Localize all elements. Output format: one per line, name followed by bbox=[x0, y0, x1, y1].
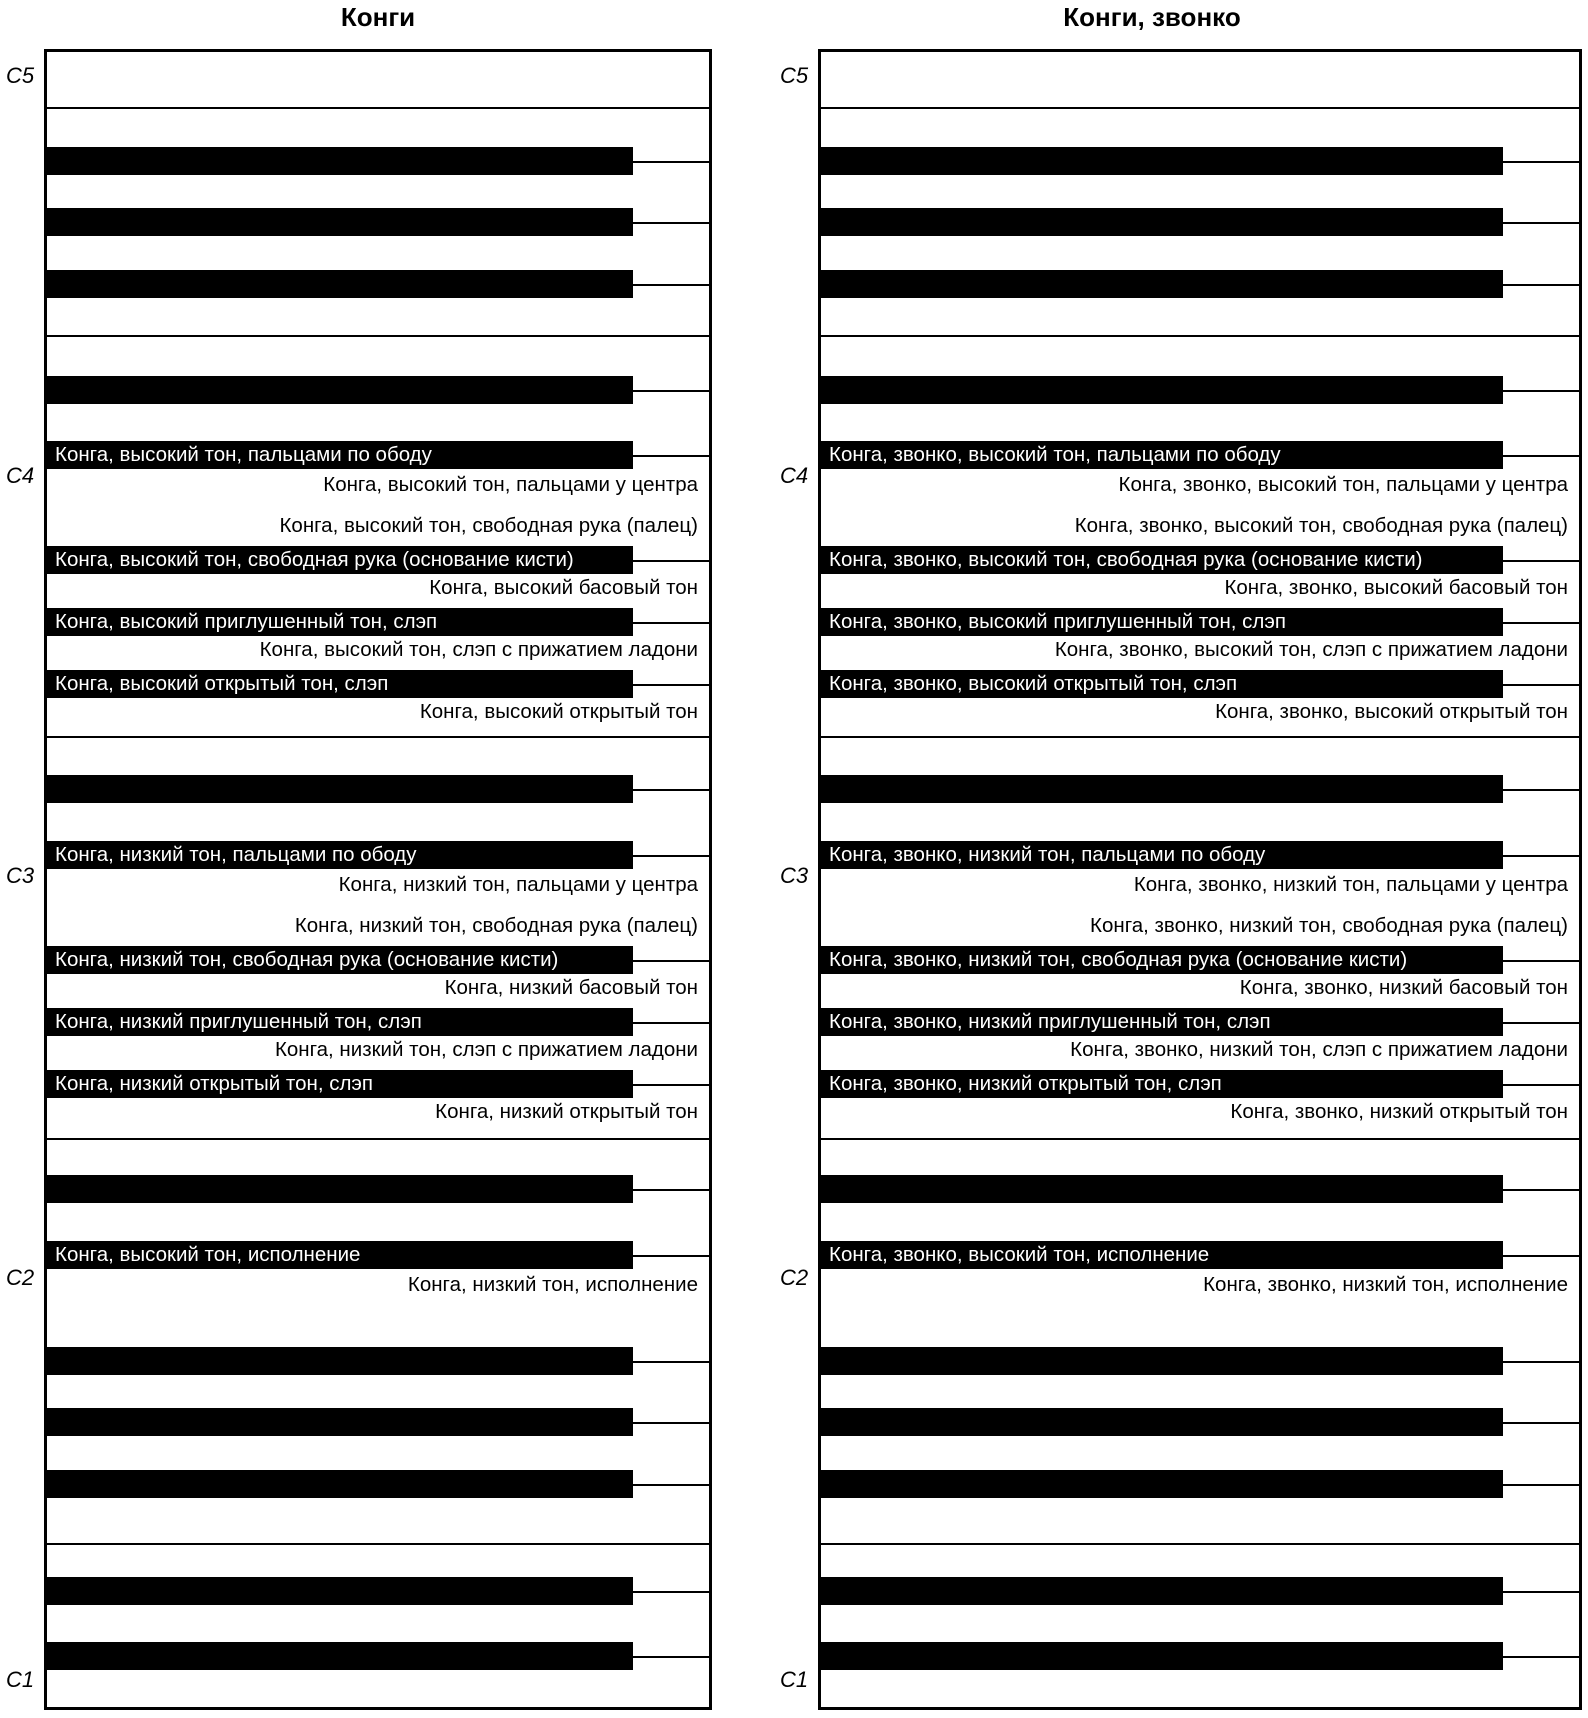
octave-divider bbox=[47, 335, 709, 337]
black-key[interactable] bbox=[821, 608, 1503, 636]
black-key[interactable] bbox=[821, 1577, 1503, 1605]
white-key-divider bbox=[1503, 222, 1579, 224]
black-key-label: Конга, звонко, высокий тон, свободная рука (основание кисти) bbox=[829, 548, 1423, 571]
white-key-divider bbox=[1503, 1422, 1579, 1424]
octave-divider bbox=[821, 1543, 1579, 1545]
black-key[interactable] bbox=[47, 1470, 633, 1498]
octave-label-c4: C4 bbox=[6, 463, 35, 488]
black-key[interactable] bbox=[821, 1347, 1503, 1375]
white-key-divider bbox=[633, 455, 709, 457]
black-key-label: Конга, высокий открытый тон, слэп bbox=[55, 672, 389, 695]
octave-divider bbox=[821, 1138, 1579, 1140]
white-key-divider bbox=[1503, 284, 1579, 286]
black-key-label: Конга, звонко, низкий тон, свободная рука (основание кисти) bbox=[829, 948, 1408, 971]
black-key[interactable] bbox=[47, 841, 633, 869]
white-key-label: Конга, звонко, низкий тон, слэп с прижатием ладони bbox=[1070, 1038, 1568, 1061]
black-key[interactable] bbox=[821, 1070, 1503, 1098]
white-key-divider bbox=[1503, 1361, 1579, 1363]
white-key-divider bbox=[633, 1484, 709, 1486]
white-key-divider bbox=[633, 684, 709, 686]
white-key-divider bbox=[633, 622, 709, 624]
white-key-divider bbox=[633, 789, 709, 791]
white-key-divider bbox=[1503, 855, 1579, 857]
octave-divider bbox=[47, 1543, 709, 1545]
white-key-divider bbox=[633, 161, 709, 163]
white-key-label: Конга, звонко, низкий тон, пальцами у центра bbox=[1133, 873, 1568, 896]
white-key-label: Конга, звонко, высокий тон, слэп с прижатием ладони bbox=[1054, 638, 1568, 661]
white-key-divider bbox=[1503, 1022, 1579, 1024]
black-key[interactable] bbox=[821, 1241, 1503, 1269]
panel-title: Конги, звонко bbox=[1063, 2, 1241, 32]
black-key[interactable] bbox=[821, 147, 1503, 175]
black-key[interactable] bbox=[47, 1008, 633, 1036]
white-key-divider bbox=[1503, 1084, 1579, 1086]
white-key-label: Конга, звонко, низкий басовый тон bbox=[1239, 976, 1568, 999]
black-key[interactable] bbox=[47, 270, 633, 298]
white-key-divider bbox=[1503, 622, 1579, 624]
octave-label-c5: C5 bbox=[780, 63, 809, 88]
black-key-label: Конга, низкий приглушенный тон, слэп bbox=[55, 1010, 422, 1033]
white-key-divider bbox=[633, 1022, 709, 1024]
black-key[interactable] bbox=[821, 946, 1503, 974]
black-key[interactable] bbox=[821, 841, 1503, 869]
white-key-divider bbox=[1503, 390, 1579, 392]
white-key-label: Конга, низкий тон, свободная рука (палец) bbox=[294, 914, 698, 937]
octave-label-c2: C2 bbox=[6, 1265, 35, 1290]
white-key-divider bbox=[633, 1656, 709, 1658]
white-key-label: Конга, звонко, высокий тон, пальцами у центра bbox=[1118, 473, 1568, 496]
white-key-divider bbox=[1503, 960, 1579, 962]
white-key-label: Конга, низкий открытый тон bbox=[435, 1100, 698, 1123]
octave-divider bbox=[821, 736, 1579, 738]
black-key[interactable] bbox=[821, 670, 1503, 698]
white-key-divider bbox=[1503, 1484, 1579, 1486]
black-key-label: Конга, высокий тон, свободная рука (основание кисти) bbox=[55, 548, 574, 571]
octave-label-c1: C1 bbox=[780, 1667, 809, 1692]
white-key-divider bbox=[1503, 560, 1579, 562]
black-key[interactable] bbox=[821, 208, 1503, 236]
black-key[interactable] bbox=[47, 1408, 633, 1436]
white-key-label: Конга, высокий тон, слэп с прижатием ладони bbox=[259, 638, 698, 661]
octave-divider bbox=[47, 1138, 709, 1140]
black-key-label: Конга, звонко, высокий открытый тон, слэп bbox=[829, 672, 1238, 695]
white-key-label: Конга, высокий открытый тон bbox=[419, 700, 698, 723]
black-key[interactable] bbox=[821, 1408, 1503, 1436]
white-key-divider bbox=[1503, 1189, 1579, 1191]
octave-divider bbox=[47, 736, 709, 738]
keyboard bbox=[44, 49, 712, 1710]
black-key[interactable] bbox=[47, 546, 633, 574]
black-key-label: Конга, звонко, высокий приглушенный тон, слэп bbox=[829, 610, 1286, 633]
octave-divider bbox=[821, 107, 1579, 109]
black-key[interactable] bbox=[47, 608, 633, 636]
octave-label-c1: C1 bbox=[6, 1667, 35, 1692]
black-key-label: Конга, низкий тон, свободная рука (основание кисти) bbox=[55, 948, 559, 971]
black-key-label: Конга, звонко, низкий открытый тон, слэп bbox=[829, 1072, 1222, 1095]
black-key[interactable] bbox=[47, 1175, 633, 1203]
white-key-divider bbox=[633, 222, 709, 224]
white-key-divider bbox=[1503, 684, 1579, 686]
white-key-label: Конга, звонко, высокий басовый тон bbox=[1224, 576, 1568, 599]
white-key-label: Конга, звонко, высокий тон, свободная рука (палец) bbox=[1074, 514, 1568, 537]
octave-label-c2: C2 bbox=[780, 1265, 809, 1290]
keyboard bbox=[818, 49, 1582, 1710]
black-key[interactable] bbox=[47, 670, 633, 698]
white-key-divider bbox=[1503, 1656, 1579, 1658]
black-key[interactable] bbox=[821, 1008, 1503, 1036]
black-key[interactable] bbox=[821, 1175, 1503, 1203]
black-key-label: Конга, звонко, высокий тон, пальцами по ободу bbox=[829, 443, 1281, 466]
white-key-label: Конга, низкий тон, слэп с прижатием ладони bbox=[274, 1038, 698, 1061]
black-key-label: Конга, высокий приглушенный тон, слэп bbox=[55, 610, 438, 633]
black-key[interactable] bbox=[47, 1241, 633, 1269]
white-key-divider bbox=[633, 390, 709, 392]
panel-congas-bright bbox=[774, 0, 1568, 1718]
black-key[interactable] bbox=[47, 1577, 633, 1605]
white-key-divider bbox=[633, 560, 709, 562]
white-key-divider bbox=[1503, 1255, 1579, 1257]
black-key[interactable] bbox=[821, 546, 1503, 574]
black-key[interactable] bbox=[821, 1642, 1503, 1670]
white-key-divider bbox=[633, 855, 709, 857]
white-key-divider bbox=[633, 1422, 709, 1424]
black-key-label: Конга, высокий тон, пальцами по ободу bbox=[55, 443, 432, 466]
white-key-divider bbox=[1503, 455, 1579, 457]
black-key[interactable] bbox=[821, 1470, 1503, 1498]
black-key-label: Конга, низкий открытый тон, слэп bbox=[55, 1072, 373, 1095]
black-key[interactable] bbox=[821, 376, 1503, 404]
white-key-label: Конга, звонко, низкий тон, исполнение bbox=[1203, 1273, 1568, 1296]
octave-divider bbox=[821, 335, 1579, 337]
octave-label-c5: C5 bbox=[6, 63, 35, 88]
octave-label-c4: C4 bbox=[780, 463, 809, 488]
black-key[interactable] bbox=[47, 441, 633, 469]
black-key[interactable] bbox=[47, 1070, 633, 1098]
black-key[interactable] bbox=[47, 147, 633, 175]
black-key-label: Конга, звонко, низкий приглушенный тон, слэп bbox=[829, 1010, 1271, 1033]
black-key[interactable] bbox=[47, 775, 633, 803]
white-key-label: Конга, высокий басовый тон bbox=[429, 576, 698, 599]
white-key-label: Конга, звонко, высокий открытый тон bbox=[1215, 700, 1568, 723]
white-key-divider bbox=[633, 1361, 709, 1363]
panel-title: Конги bbox=[340, 2, 416, 32]
white-key-divider bbox=[633, 1591, 709, 1593]
black-key[interactable] bbox=[821, 270, 1503, 298]
white-key-divider bbox=[633, 1189, 709, 1191]
white-key-label: Конга, звонко, низкий тон, свободная рука (палец) bbox=[1090, 914, 1568, 937]
white-key-label: Конга, низкий басовый тон bbox=[444, 976, 698, 999]
white-key-divider bbox=[633, 1255, 709, 1257]
black-key[interactable] bbox=[47, 946, 633, 974]
black-key-label: Конга, звонко, высокий тон, исполнение bbox=[829, 1243, 1210, 1266]
white-key-label: Конга, высокий тон, свободная рука (палец) bbox=[279, 514, 698, 537]
white-key-divider bbox=[1503, 1591, 1579, 1593]
white-key-label: Конга, высокий тон, пальцами у центра bbox=[323, 473, 698, 496]
black-key[interactable] bbox=[821, 775, 1503, 803]
black-key[interactable] bbox=[821, 441, 1503, 469]
black-key[interactable] bbox=[47, 1642, 633, 1670]
black-key[interactable] bbox=[47, 208, 633, 236]
panel-congas bbox=[0, 0, 780, 1718]
white-key-label: Конга, низкий тон, исполнение bbox=[407, 1273, 698, 1296]
white-key-label: Конга, низкий тон, пальцами у центра bbox=[338, 873, 698, 896]
black-key-label: Конга, звонко, низкий тон, пальцами по ободу bbox=[829, 843, 1266, 866]
black-key[interactable] bbox=[47, 1347, 633, 1375]
white-key-divider bbox=[1503, 161, 1579, 163]
octave-divider bbox=[47, 107, 709, 109]
white-key-label: Конга, звонко, низкий открытый тон bbox=[1230, 1100, 1568, 1123]
black-key-label: Конга, низкий тон, пальцами по ободу bbox=[55, 843, 417, 866]
white-key-divider bbox=[1503, 789, 1579, 791]
white-key-divider bbox=[633, 960, 709, 962]
white-key-divider bbox=[633, 1084, 709, 1086]
black-key[interactable] bbox=[47, 376, 633, 404]
white-key-divider bbox=[633, 284, 709, 286]
black-key-label: Конга, высокий тон, исполнение bbox=[55, 1243, 361, 1266]
octave-label-c3: C3 bbox=[6, 863, 35, 888]
octave-label-c3: C3 bbox=[780, 863, 809, 888]
